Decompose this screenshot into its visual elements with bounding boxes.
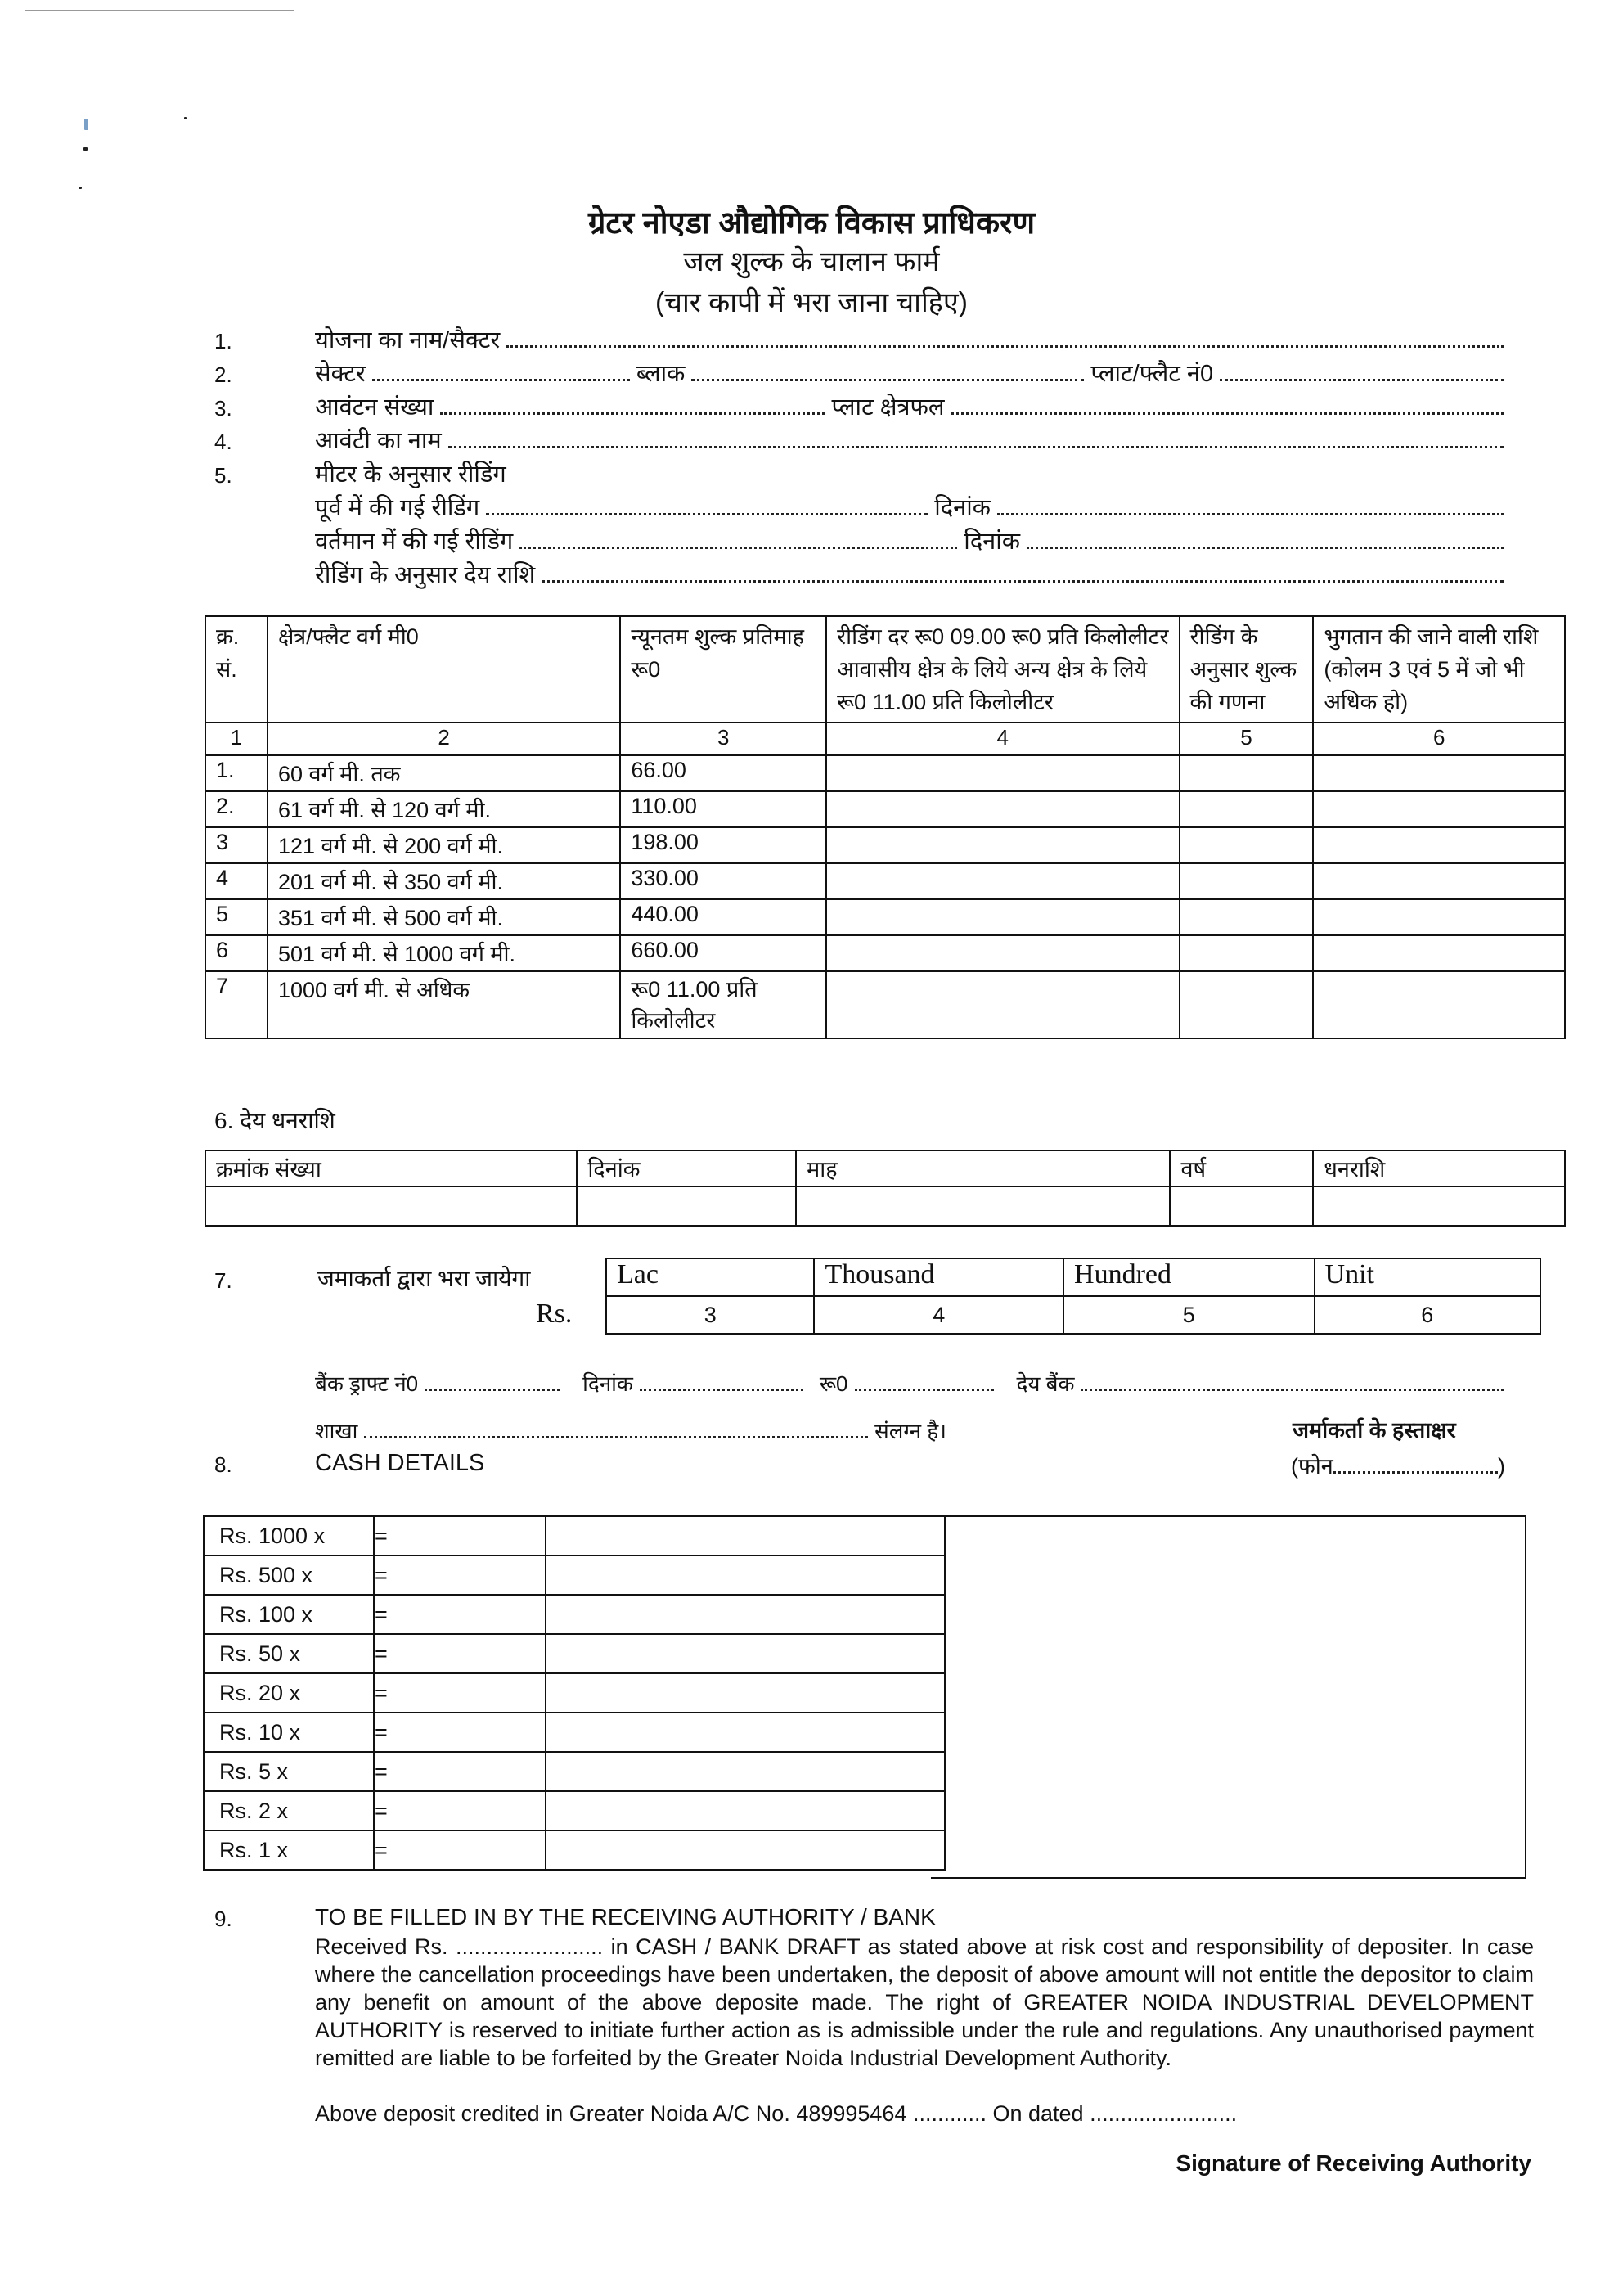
col-header-amount: धनराशि [1313,1150,1565,1186]
allottee-name-input[interactable] [448,446,1504,448]
serial-input[interactable] [205,1186,577,1226]
depositor-signature-label: जर्माकर्ता के हस्ताक्षर [1293,1418,1456,1443]
receipt-terms-paragraph: Received Rs. ........................ in CASH / BANK DRAFT as stated above at risk cost and responsibility of depositer. In case where the cancellation proceedings have been undertaken, the deposit of above amount will not entitle the depositor to claim any benefit on amount of the above deposite made. The right of GREATER NOIDA INDUSTRIAL DEVELOPMENT AUTHORITY is reserved to initiate further action as is admissible under the rule and regulations. Any unauthorised payment remitted are liable to be forfeited by the Greater Noida Industrial Development Authority. [315,1934,1534,2070]
denomination: Rs. 5 x [204,1752,374,1791]
section-7-number: 7. [214,1268,232,1293]
denomination: Rs. 2 x [204,1791,374,1830]
cell-area: 501 वर्ग मी. से 1000 वर्ग मी. [268,935,620,971]
table-row [204,1830,945,1870]
scan-speck [184,117,187,119]
equals-sign: = [374,1673,546,1713]
equals-sign: = [374,1516,546,1555]
field-label: रीडिंग के अनुसार देय राशि [315,562,536,588]
cell-sno: 4 [205,863,268,899]
table-row [205,935,1565,971]
cell-min-fee: रू0 11.00 प्रति किलोलीटर [620,971,826,1038]
field-number: 5. [214,463,232,488]
col-header-date: दिनांक [577,1150,796,1186]
column-number: 1 [205,723,268,755]
field-previous-reading [315,491,1504,524]
field-number: 4. [214,430,232,454]
bank-draft-number-input[interactable] [425,1389,560,1391]
col-header-sno: क्र. सं. [205,616,268,723]
cell-sno: 3 [205,827,268,863]
table-row [205,863,1565,899]
cell-reading-input[interactable] [826,827,1179,863]
scan-edge-line [25,10,294,11]
payable-amount-input[interactable] [542,580,1504,583]
equals-sign: = [374,1634,546,1673]
scan-speck [83,147,88,151]
cash-details-table [203,1515,946,1871]
col-header-amount-payable: भुगतान की जाने वाली राशि (कोलम 3 एवं 5 में जो भी अधिक हो) [1313,616,1565,723]
field-label: देय बैंक [1016,1371,1075,1396]
table-row [205,827,1565,863]
amount-input[interactable] [546,1791,945,1830]
denomination: Rs. 100 x [204,1595,374,1634]
denomination: Rs. 50 x [204,1634,374,1673]
cash-remarks-box[interactable] [931,1515,1526,1879]
field-label: मीटर के अनुसार रीडिंग [315,461,506,488]
table-header-row [606,1258,1540,1296]
field-label: संलग्न है। [874,1419,946,1443]
table-row [204,1595,945,1634]
previous-reading-input[interactable] [486,513,928,515]
current-reading-input[interactable] [519,547,957,549]
section-8-number: 8. [214,1452,232,1477]
col-header-thousand: Thousand [814,1258,1063,1296]
cell-area: 61 वर्ग मी. से 120 वर्ग मी. [268,791,620,827]
cell-calculated-input[interactable] [1180,971,1314,1038]
field-label: बैंक ड्राफ्ट नं0 [315,1371,419,1396]
field-allotment-area [315,390,1504,423]
denomination: Rs. 1000 x [204,1516,374,1555]
dues-table [205,1150,1566,1227]
cell-calculated-input[interactable] [1180,827,1314,863]
cell-sno: 7 [205,971,268,1038]
field-label: योजना का नाम/सैक्टर [315,327,501,353]
column-number: 6 [1313,723,1565,755]
field-number: 3. [214,396,232,421]
equals-sign: = [374,1752,546,1791]
cell-payable-input[interactable] [1313,791,1565,827]
table-row [204,1752,945,1791]
cell-min-fee: 110.00 [620,791,826,827]
rs-label: Rs. [536,1299,573,1329]
form-title: जल शुल्क के चालान फार्म [683,246,940,277]
column-number: 4 [826,723,1179,755]
cell-min-fee: 330.00 [620,863,826,899]
deposit-amount-table [605,1258,1541,1335]
col-header-unit: Unit [1315,1258,1540,1296]
denomination: Rs. 500 x [204,1555,374,1595]
col-header-reading-rate: रीडिंग दर रू0 09.00 रू0 प्रति किलोलीटर आवासीय क्षेत्र के लिये अन्य क्षेत्र के लिये रू0 11.00 प्रति किलोलीटर [826,616,1179,723]
phone-input[interactable] [1333,1471,1498,1474]
column-number-row [205,723,1565,755]
amount-input[interactable] [546,1634,945,1673]
cell-reading-input[interactable] [826,935,1179,971]
equals-sign: = [374,1713,546,1752]
cell-sno: 1. [205,755,268,791]
amount-input[interactable] [546,1752,945,1791]
cell-sno: 5 [205,899,268,935]
month-input[interactable] [796,1186,1170,1226]
field-label: ब्लाक [636,361,686,387]
col-header-calculated-fee: रीडिंग के अनुसार शुल्क की गणना [1180,616,1314,723]
amount-input[interactable] [546,1555,945,1595]
cell-reading-input[interactable] [826,755,1179,791]
table-header-row [205,1150,1565,1186]
field-label: दिनांक [934,495,991,521]
cell-min-fee: 198.00 [620,827,826,863]
plot-area-input[interactable] [951,412,1504,415]
field-label: ) [1498,1454,1505,1479]
field-sector-block-plot [315,357,1504,389]
field-label: (फोन [1291,1454,1333,1479]
equals-sign: = [374,1830,546,1870]
current-reading-date-input[interactable] [1027,547,1504,549]
section-8-label: CASH DETAILS [315,1450,485,1476]
field-payable-amount [315,558,1504,591]
field-number: 1. [214,329,232,353]
field-meter-reading [315,457,1504,490]
amount-input[interactable] [546,1830,945,1870]
field-label: शाखा [315,1419,358,1443]
amount-input[interactable] [1313,1186,1565,1226]
cell-area: 60 वर्ग मी. तक [268,755,620,791]
section-9-number: 9. [214,1907,232,1931]
form-instruction: (चार कापी में भरा जाना चाहिए) [655,287,968,318]
field-scheme-sector [315,323,1504,356]
denomination: Rs. 1 x [204,1830,374,1870]
cell-calculated-input[interactable] [1180,863,1314,899]
branch-input[interactable] [364,1436,868,1438]
cell-payable-input[interactable] [1313,899,1565,935]
col-header-hundred: Hundred [1063,1258,1315,1296]
cell-area: 121 वर्ग मी. से 200 वर्ग मी. [268,827,620,863]
cell-calculated-input[interactable] [1180,755,1314,791]
amount-input[interactable] [546,1595,945,1634]
cell-reading-input[interactable] [826,899,1179,935]
amount-input[interactable] [546,1713,945,1752]
cell-area: 351 वर्ग मी. से 500 वर्ग मी. [268,899,620,935]
field-allottee-name [315,424,1504,457]
column-number: 2 [268,723,620,755]
cell-sno: 6 [205,935,268,971]
block-input[interactable] [691,379,1084,381]
bank-name-input[interactable] [1081,1389,1504,1391]
col-header-min-fee: न्यूनतम शुल्क प्रतिमाह रू0 [620,616,826,723]
branch-row [315,1416,953,1448]
cell-payable-input[interactable] [1313,971,1565,1038]
cell-payable-input[interactable] [1313,935,1565,971]
field-label: सेक्टर [315,361,366,387]
amount-input[interactable] [546,1673,945,1713]
table-row [204,1673,945,1713]
table-row [204,1516,945,1555]
allotment-number-input[interactable] [440,412,825,415]
col-header-year: वर्ष [1170,1150,1313,1186]
table-row [205,899,1565,935]
table-row [205,971,1565,1038]
bank-draft-amount-input[interactable] [855,1389,994,1391]
cell-reading-input[interactable] [826,971,1179,1038]
column-number: 3 [620,723,826,755]
cell-payable-input[interactable] [1313,863,1565,899]
field-label: दिनांक [964,529,1021,555]
equals-sign: = [374,1555,546,1595]
field-label: पूर्व में की गई रीडिंग [315,495,480,521]
hundred-cell[interactable]: 5 [1063,1296,1315,1334]
table-header-row [205,616,1565,723]
field-current-reading [315,524,1504,557]
table-row [204,1791,945,1830]
cell-payable-input[interactable] [1313,827,1565,863]
cell-min-fee: 440.00 [620,899,826,935]
section-6-label: 6. देय धनराशि [214,1108,335,1133]
equals-sign: = [374,1791,546,1830]
field-label: प्लाट/फ्लैट नं0 [1090,361,1214,387]
table-row [205,755,1565,791]
cell-calculated-input[interactable] [1180,899,1314,935]
section-7-label: जमाकर्ता द्वारा भरा जायेगा [317,1266,531,1291]
thousand-cell[interactable]: 4 [814,1296,1063,1334]
cell-area: 201 वर्ग मी. से 350 वर्ग मी. [268,863,620,899]
cell-area: 1000 वर्ग मी. से अधिक [268,971,620,1038]
table-row [205,1186,1565,1226]
table-row [204,1555,945,1595]
field-label: दिनांक [582,1371,633,1396]
date-input[interactable] [577,1186,796,1226]
plot-flat-number-input[interactable] [1220,379,1504,381]
field-label: रू0 [819,1371,848,1396]
year-input[interactable] [1170,1186,1313,1226]
field-label: आवंटी का नाम [315,428,442,454]
account-credit-line: Above deposit credited in Greater Noida A/C No. 489995464 ............ On dated ........................ [315,2101,1238,2126]
col-header-area: क्षेत्र/फ्लैट वर्ग मी0 [268,616,620,723]
unit-cell[interactable]: 6 [1315,1296,1540,1334]
denomination: Rs. 10 x [204,1713,374,1752]
cell-reading-input[interactable] [826,863,1179,899]
lac-cell[interactable]: 3 [606,1296,814,1334]
equals-sign: = [374,1595,546,1634]
scan-speck [79,187,82,189]
section-9-heading: TO BE FILLED IN BY THE RECEIVING AUTHORITY / BANK [315,1904,936,1929]
table-row [204,1634,945,1673]
cell-reading-input[interactable] [826,791,1179,827]
bank-draft-date-input[interactable] [640,1389,803,1391]
col-header-month: माह [796,1150,1170,1186]
table-row [606,1296,1540,1334]
field-number: 2. [214,362,232,387]
col-header-serial: क्रमांक संख्या [205,1150,577,1186]
sector-input[interactable] [372,379,630,381]
organization-title: ग्रेटर नोएडा औद्योगिक विकास प्राधिकरण [587,206,1036,241]
field-label: वर्तमान में की गई रीडिंग [315,529,514,555]
table-row [205,791,1565,827]
cell-calculated-input[interactable] [1180,791,1314,827]
amount-input[interactable] [546,1516,945,1555]
scan-speck [84,119,88,130]
scheme-sector-input[interactable] [506,345,1504,348]
receiving-authority-signature: Signature of Receiving Authority [1176,2150,1531,2176]
denomination: Rs. 20 x [204,1673,374,1713]
field-label: प्लाट क्षेत्रफल [831,394,945,421]
water-rate-table [205,615,1566,1039]
field-label: आवंटन संख्या [315,394,434,421]
column-number: 5 [1180,723,1314,755]
previous-reading-date-input[interactable] [997,513,1504,515]
cell-calculated-input[interactable] [1180,935,1314,971]
table-row [204,1713,945,1752]
cell-payable-input[interactable] [1313,755,1565,791]
cell-min-fee: 66.00 [620,755,826,791]
cell-min-fee: 660.00 [620,935,826,971]
phone-field [1291,1450,1505,1480]
cell-sno: 2. [205,791,268,827]
bank-draft-row [315,1368,1504,1401]
col-header-lac: Lac [606,1258,814,1296]
